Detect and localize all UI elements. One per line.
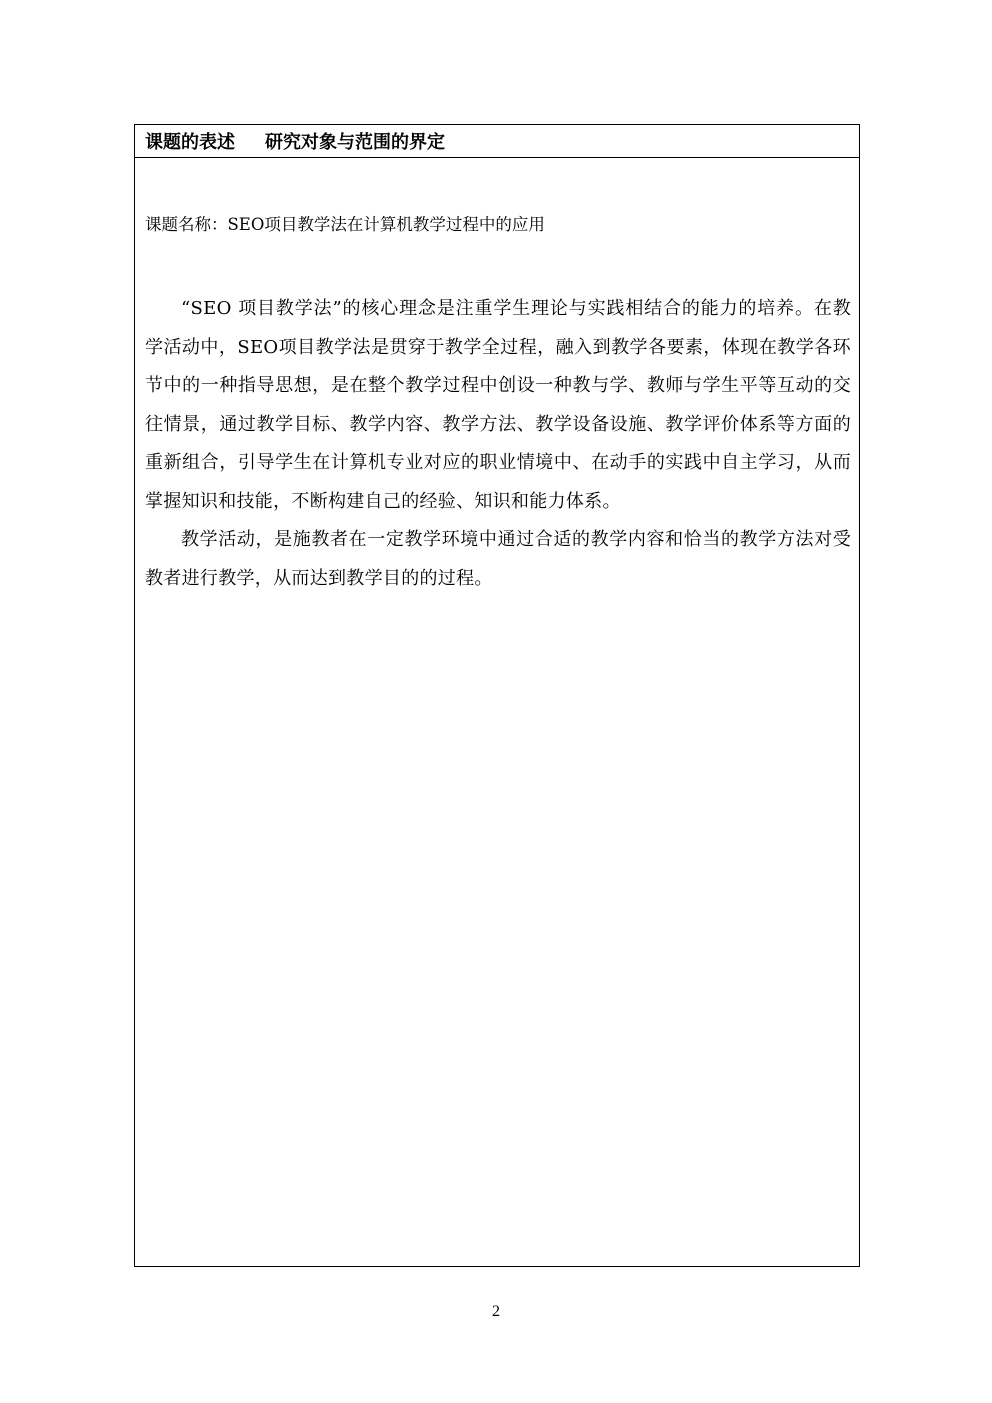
section-title: 研究对象与范围的界定 xyxy=(265,132,445,153)
topic-name: SEO项目教学法在计算机教学过程中的应用 xyxy=(227,215,545,234)
topic-label: 课题名称： xyxy=(145,215,228,234)
paragraph-teaching-activity: 教学活动，是施教者在一定教学环境中通过合适的教学内容和恰当的教学方法对受教者进行教学，从而达到教学目的的过程。 xyxy=(145,529,851,589)
topic-line xyxy=(145,213,851,237)
page-number: 2 xyxy=(492,1303,500,1320)
paragraph-core-concept: “SEO 项目教学法”的核心理念是注重学生理论与实践相结合的能力的培养。在教学活动中，SEO项目教学法是贯穿于教学全过程，融入到教学各要素，体现在教学各环节中的一种指导思想，是在整个教学过程中创设一种教与学、教师与学生平等互动的交往情景，通过教学目标、教学内容、教学方法、教学设备设施、教学评价体系等方面的重新组合，引导学生在计算机专业对应的职业情境中、在动手的实践中自主学习，从而掌握知识和技能，不断构建自己的经验、知识和能力体系。 xyxy=(145,298,851,512)
form-table xyxy=(134,124,860,1267)
header-row xyxy=(135,125,859,158)
section-label: 课题的表述 xyxy=(145,132,235,153)
content-cell xyxy=(145,158,851,598)
